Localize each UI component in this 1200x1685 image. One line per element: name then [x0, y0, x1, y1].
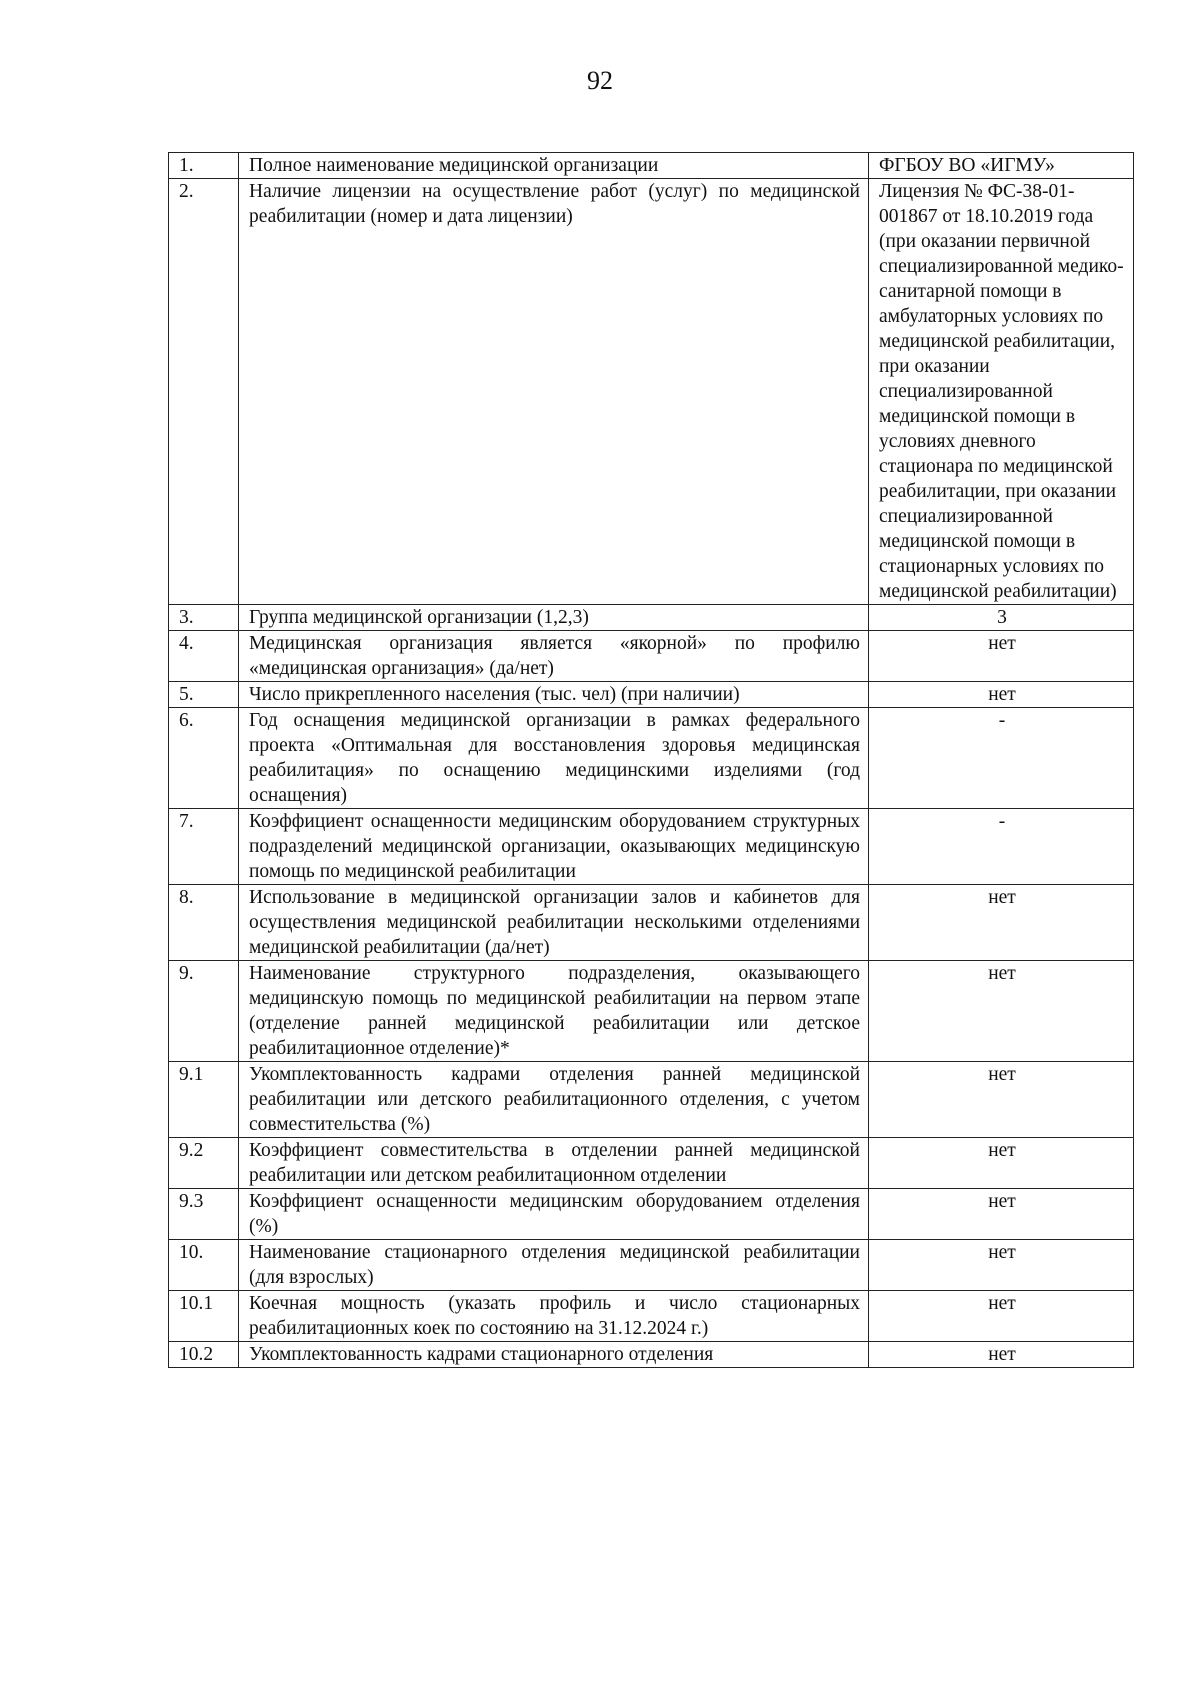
- row-number: 9.: [169, 961, 239, 1062]
- table-row: [169, 153, 1134, 179]
- row-number: 8.: [169, 885, 239, 961]
- table-row: [169, 1240, 1134, 1291]
- table-row: [169, 1189, 1134, 1240]
- row-value: нет: [869, 1342, 1134, 1368]
- row-value: ФГБОУ ВО «ИГМУ»: [869, 153, 1134, 179]
- row-value: нет: [869, 885, 1134, 961]
- row-value: нет: [869, 631, 1134, 682]
- row-description: Наименование структурного подразделения, оказывающего медицинскую помощь по медицинской реабилитации на первом этапе (отделение ранней медицинской реабилитации или детское реабилитационное отделение)*: [239, 961, 869, 1062]
- row-description: Год оснащения медицинской организации в рамках федерального проекта «Оптимальная для восстановления здоровья медицинская реабилитация» по оснащению медицинскими изделиями (год оснащения): [239, 708, 869, 809]
- row-number: 2.: [169, 179, 239, 605]
- table-row: [169, 179, 1134, 605]
- table-row: [169, 961, 1134, 1062]
- row-number: 10.2: [169, 1342, 239, 1368]
- row-number: 10.1: [169, 1291, 239, 1342]
- row-number: 6.: [169, 708, 239, 809]
- row-number: 1.: [169, 153, 239, 179]
- row-value: нет: [869, 682, 1134, 708]
- row-value: нет: [869, 1138, 1134, 1189]
- document-table: [168, 152, 1134, 1368]
- table-row: [169, 631, 1134, 682]
- row-value: Лицензия № ФС-38-01-001867 от 18.10.2019 года (при оказании первичной специализированной медико-санитарной помощи в амбулаторных условиях по медицинской реабилитации, при оказании специализированной медицинской помощи в условиях дневного стационара по медицинской реабилитации, при оказании специализированной медицинской помощи в стационарных условиях по медицинской реабилитации): [869, 179, 1134, 605]
- table-row: [169, 605, 1134, 631]
- row-value: нет: [869, 961, 1134, 1062]
- table-row: [169, 708, 1134, 809]
- table-row: [169, 1342, 1134, 1368]
- row-number: 7.: [169, 809, 239, 885]
- row-value: -: [869, 809, 1134, 885]
- row-value: -: [869, 708, 1134, 809]
- row-value: нет: [869, 1291, 1134, 1342]
- row-description: Группа медицинской организации (1,2,3): [239, 605, 869, 631]
- table-row: [169, 682, 1134, 708]
- row-description: Укомплектованность кадрами стационарного отделения: [239, 1342, 869, 1368]
- table-row: [169, 1062, 1134, 1138]
- row-description: Наличие лицензии на осуществление работ (услуг) по медицинской реабилитации (номер и дата лицензии): [239, 179, 869, 605]
- row-value: нет: [869, 1189, 1134, 1240]
- row-description: Коечная мощность (указать профиль и число стационарных реабилитационных коек по состоянию на 31.12.2024 г.): [239, 1291, 869, 1342]
- row-number: 4.: [169, 631, 239, 682]
- row-number: 9.2: [169, 1138, 239, 1189]
- page-number: 92: [587, 66, 613, 95]
- row-number: 9.1: [169, 1062, 239, 1138]
- row-number: 10.: [169, 1240, 239, 1291]
- row-description: Медицинская организация является «якорной» по профилю «медицинская организация» (да/нет): [239, 631, 869, 682]
- table-row: [169, 1138, 1134, 1189]
- row-description: Коэффициент оснащенности медицинским оборудованием структурных подразделений медицинской организации, оказывающих медицинскую помощь по медицинской реабилитации: [239, 809, 869, 885]
- table-row: [169, 809, 1134, 885]
- row-number: 9.3: [169, 1189, 239, 1240]
- table-row: [169, 885, 1134, 961]
- table-row: [169, 1291, 1134, 1342]
- table-body: [169, 153, 1134, 1368]
- row-description: Коэффициент совместительства в отделении ранней медицинской реабилитации или детском реабилитационном отделении: [239, 1138, 869, 1189]
- row-value: нет: [869, 1240, 1134, 1291]
- row-description: Полное наименование медицинской организации: [239, 153, 869, 179]
- row-description: Наименование стационарного отделения медицинской реабилитации (для взрослых): [239, 1240, 869, 1291]
- row-description: Коэффициент оснащенности медицинским оборудованием отделения (%): [239, 1189, 869, 1240]
- row-number: 5.: [169, 682, 239, 708]
- row-number: 3.: [169, 605, 239, 631]
- row-value: 3: [869, 605, 1134, 631]
- row-description: Укомплектованность кадрами отделения ранней медицинской реабилитации или детского реабилитационного отделения, с учетом совместительства (%): [239, 1062, 869, 1138]
- row-description: Использование в медицинской организации залов и кабинетов для осуществления медицинской реабилитации несколькими отделениями медицинской реабилитации (да/нет): [239, 885, 869, 961]
- row-description: Число прикрепленного населения (тыс. чел) (при наличии): [239, 682, 869, 708]
- row-value: нет: [869, 1062, 1134, 1138]
